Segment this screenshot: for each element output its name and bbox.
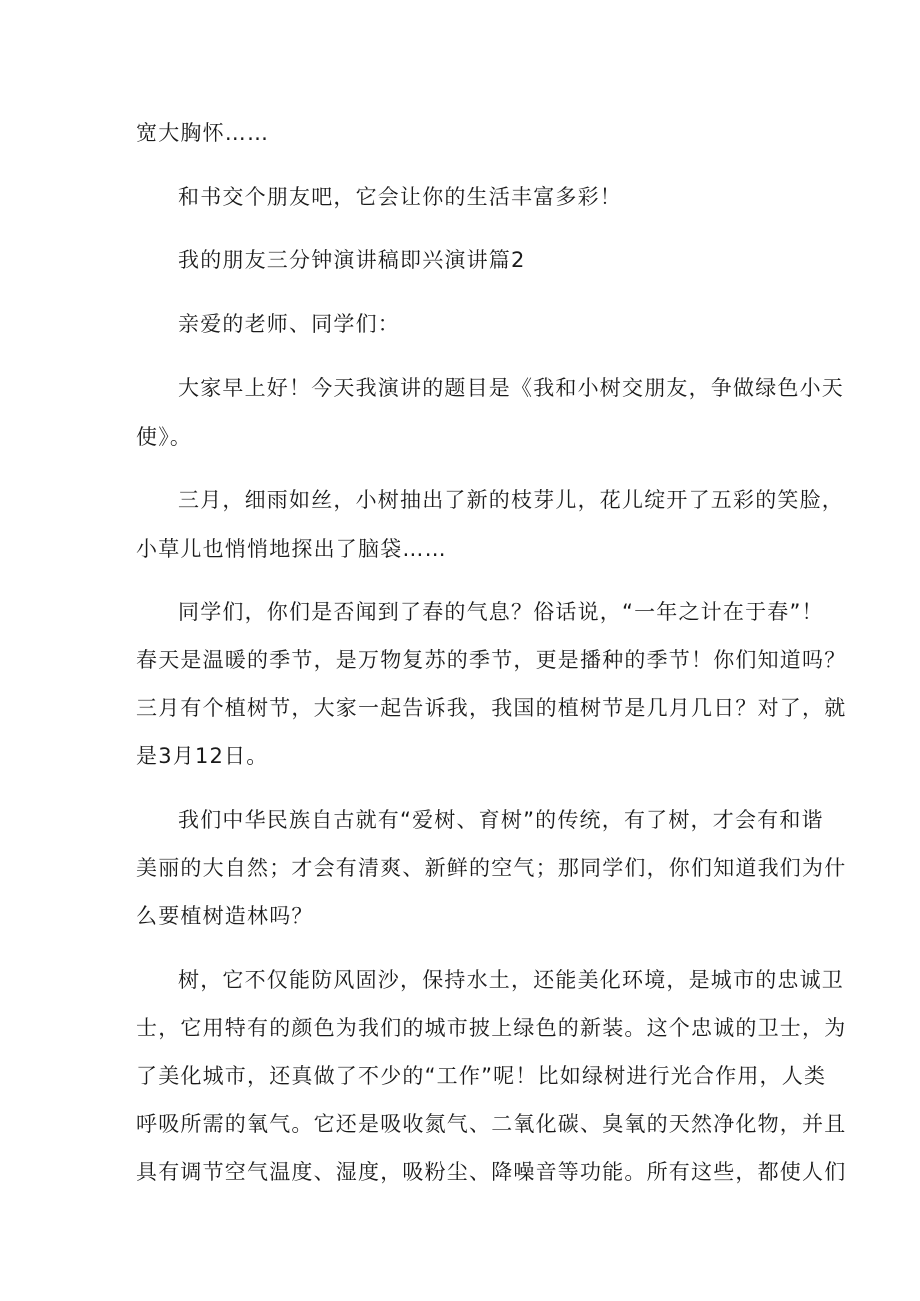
text-line: 三月有个植树节，大家一起告诉我，我国的植树节是几月几日？对了，就 xyxy=(136,696,847,720)
text-line: 使》。 xyxy=(136,425,193,449)
text-line: 是3月12日。 xyxy=(136,744,269,768)
text-line: 三月，细雨如丝，小树抽出了新的枝芽儿，花儿绽开了五彩的笑脸， xyxy=(178,488,844,512)
salutation: 亲爱的老师、同学们： xyxy=(178,312,400,336)
text-line: 春天是温暖的季节，是万物复苏的季节，更是播种的季节！你们知道吗？ xyxy=(136,648,847,672)
section-heading: 我的朋友三分钟演讲稿即兴演讲篇2 xyxy=(178,248,526,272)
text-line: 么要植树造林吗？ xyxy=(136,904,314,928)
text-line: 宽大胸怀…… xyxy=(136,121,270,145)
text-line: 了美化城市，还真做了不少的“工作”呢！比如绿树进行光合作用，人类 xyxy=(136,1064,827,1088)
text-line: 我们中华民族自古就有“爱树、育树”的传统，有了树，才会有和谐 xyxy=(178,808,824,832)
text-line: 美丽的大自然；才会有清爽、新鲜的空气；那同学们，你们知道我们为什 xyxy=(136,856,847,880)
text-line: 具有调节空气温度、湿度，吸粉尘、降噪音等功能。所有这些，都使人们 xyxy=(136,1160,847,1184)
text-line: 大家早上好！今天我演讲的题目是《我和小树交朋友，争做绿色小天 xyxy=(178,376,844,400)
text-line: 士，它用特有的颜色为我们的城市披上绿色的新装。这个忠诚的卫士，为 xyxy=(136,1016,847,1040)
text-line: 和书交个朋友吧，它会让你的生活丰富多彩！ xyxy=(178,185,622,209)
text-line: 呼吸所需的氧气。它还是吸收氮气、二氧化碳、臭氧的天然净化物，并且 xyxy=(136,1112,847,1136)
text-line: 同学们，你们是否闻到了春的气息？俗话说，“一年之计在于春”！ xyxy=(178,600,824,624)
text-line: 树，它不仅能防风固沙，保持水土，还能美化环境，是城市的忠诚卫 xyxy=(178,968,844,992)
text-line: 小草儿也悄悄地探出了脑袋…… xyxy=(136,537,447,561)
